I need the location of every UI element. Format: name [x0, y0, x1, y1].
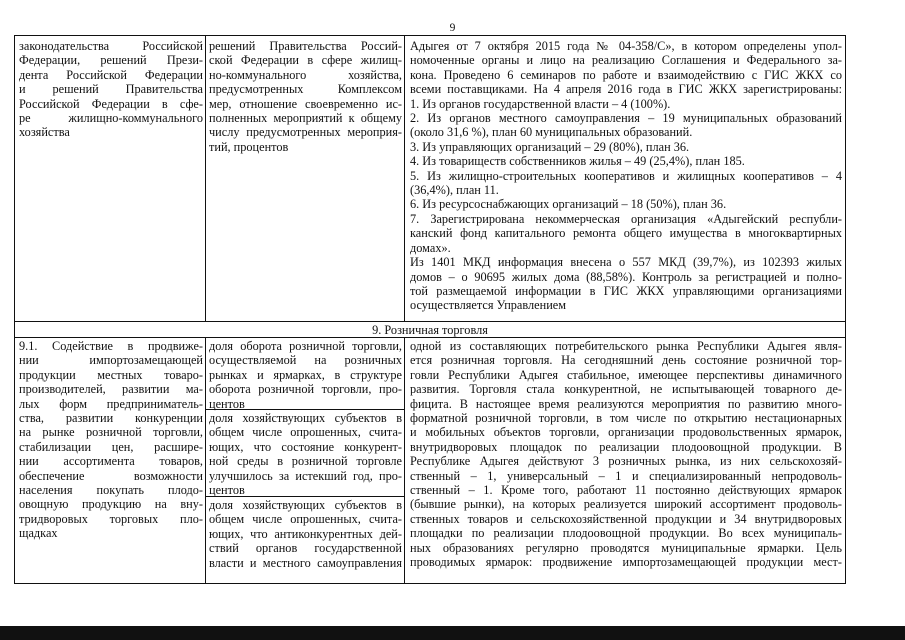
- text-line: осуществляемой на розничных: [209, 353, 402, 368]
- text-line: 6. Из ресурсоснабжающих организаций – 18 (50%), план 36.: [410, 197, 727, 212]
- text-line: 7. Зарегистрирована некоммерческая организация «Адыгейский республи-: [410, 211, 842, 226]
- text-line: центов: [209, 396, 245, 411]
- text-line: решений Правительства Россий-: [209, 39, 402, 53]
- text-line: тий, процентов: [209, 139, 289, 154]
- text-line: развития. Торговля стала конкурентной, не испытывающей товарного де-: [410, 382, 842, 397]
- text-line: говли Республики Адыгея стабильное, имеющее перспективы динамичного: [410, 367, 842, 382]
- bottom-row-col3: [410, 339, 842, 570]
- text-line: доля оборота розничной торговли,: [209, 339, 402, 353]
- text-line: общем числе опрошенных, счита-: [209, 425, 402, 440]
- row-divider-top: [15, 321, 845, 322]
- indicator-block-1: [209, 339, 402, 411]
- top-row-col3: [410, 39, 842, 313]
- text-line: населения покупать плодо-: [19, 483, 203, 498]
- text-line: 4. Из товариществ собственников жилья – 49 (25,4%), план 185.: [410, 154, 745, 169]
- text-line: 5. Из жилищно-строительных кооперативов и жилищных кооперативов – 4: [410, 168, 842, 183]
- text-line: (бывшие рынки), на которых реализуется широкий ассортимент продоволь-: [410, 497, 842, 512]
- text-line: ной среды в розничной торговле: [209, 454, 402, 469]
- text-line: ства, развитии конкуренции: [19, 411, 203, 426]
- text-line: площадки по реализации плодоовощной продукции. Во всех муниципаль-: [410, 526, 842, 541]
- section-title: 9. Розничная торговля: [372, 323, 488, 337]
- text-line: номоченные органы и лицо на реализацию Соглашения и Федерального за-: [410, 53, 842, 68]
- text-line: предусмотренных Комплексом: [209, 82, 402, 97]
- text-line: ющих, что антиконкурентных дей-: [209, 526, 402, 541]
- page-number: 9: [449, 22, 456, 34]
- text-line: стабилизации цен, расшире-: [19, 439, 203, 454]
- text-line: на рынке розничной торговли,: [19, 425, 203, 440]
- text-line: канский фонд капитального ремонта общего имущества в многоквартирных: [410, 226, 842, 241]
- text-line: законодательства Российской: [19, 39, 203, 53]
- text-line: ской Федерации в сфере жилищ-: [209, 53, 402, 68]
- text-line: ственных товаров и сельскохозяйственной продукции и 34 внутридворовых: [410, 511, 842, 526]
- text-line: овощную продукцию на вну-: [19, 497, 203, 512]
- text-line: доля хозяйствующих субъектов в: [209, 411, 402, 425]
- text-line: власти и местного самоуправления: [209, 555, 402, 570]
- text-line: одной из составляющих потребительского рынка Республики Адыгея явля-: [410, 339, 842, 353]
- text-line: рынках и ярмарках, в структуре: [209, 367, 402, 382]
- text-line: нии импортозамещающей: [19, 353, 203, 368]
- text-line: Из 1401 МКД информация внесена о 557 МКД (39,7%), из 102393 жилых: [410, 255, 842, 270]
- text-line: полненных мероприятий к общему: [209, 111, 402, 126]
- text-line: ре жилищно-коммунального: [19, 111, 203, 126]
- text-line: и решений Правительства: [19, 82, 203, 97]
- column-divider-2b: [404, 337, 405, 584]
- indicator-block-3: [209, 498, 402, 570]
- text-line: лых форм предприниматель-: [19, 396, 203, 411]
- text-line: ственный – 1. Кроме того, работают 11 постоянно действующих ярмарок: [410, 483, 842, 498]
- text-line: хозяйства: [19, 125, 70, 140]
- text-line: ющих, что состояние конкурент-: [209, 439, 402, 454]
- text-line: ствий органов государственной: [209, 541, 402, 556]
- text-line: всеми поставщиками. На 4 апреля 2016 года в ГИС ЖКХ зарегистрированы:: [410, 82, 842, 97]
- text-line: кона. Проведено 6 семинаров по работе и взаимодействию с ГИС ЖКХ со: [410, 67, 842, 82]
- text-line: осуществляется Управлением: [410, 298, 567, 313]
- text-line: числу предусмотренных мероприя-: [209, 125, 402, 140]
- text-line: той размещаемой информации в ГИС ЖКХ управляющими организациями: [410, 283, 842, 298]
- text-line: щадках: [19, 526, 58, 541]
- text-line: ных образованиях регулярно проводятся муниципальные ярмарки. Цель: [410, 540, 842, 555]
- text-line: улучшилось за истекший год, про-: [209, 468, 402, 483]
- text-line: 3. Из управляющих организаций – 29 (80%), план 36.: [410, 139, 690, 154]
- text-line: (около 31,6 %), план 60 муниципальных образований.: [410, 125, 693, 140]
- text-line: обеспечение возможности: [19, 468, 203, 483]
- column-divider-2: [404, 36, 405, 321]
- text-line: оборота розничной торговли, про-: [209, 382, 402, 397]
- text-line: (36,4%), план 11.: [410, 183, 499, 198]
- text-line: ется розничная торговля. На сегодняшний день состояние розничной тор-: [410, 353, 842, 368]
- text-line: центов: [209, 483, 245, 498]
- text-line: доля хозяйствующих субъектов в: [209, 498, 402, 512]
- text-line: Федерации, решений Прези-: [19, 53, 203, 68]
- column-divider-1b: [205, 337, 206, 584]
- column-divider-1: [205, 36, 206, 321]
- text-line: тридворовых торговых пло-: [19, 511, 203, 526]
- text-line: но-коммунального хозяйства,: [209, 67, 402, 82]
- text-line: продукции местных товаро-: [19, 367, 203, 382]
- text-line: общем числе опрошенных, счита-: [209, 512, 402, 527]
- text-line: нии ассортимента товаров,: [19, 454, 203, 469]
- text-line: мер, отношение своевременно ис-: [209, 96, 402, 111]
- bottom-row-col1: [19, 339, 203, 541]
- text-line: и мобильных объектов торговли, организации продовольственных ярмарок,: [410, 425, 842, 440]
- text-line: внутридворовых площадок по реализации плодоовощной продукции. В: [410, 439, 842, 454]
- text-line: Адыгея от 7 октября 2015 года № 04-358/С», в котором определены упол-: [410, 39, 842, 53]
- scan-bottom-edge: [0, 626, 905, 640]
- top-row-col2: [209, 39, 402, 154]
- text-line: форматной розничной торговли, в том числе по открытию нестационарных: [410, 411, 842, 426]
- document-table: [14, 35, 846, 584]
- text-line: фицита. В настоящее время реализуются мероприятия по развитию много-: [410, 396, 842, 411]
- text-line: производителей, развитии ма-: [19, 382, 203, 397]
- text-line: ственный – 1, универсальный – 1 и специализированный непродоволь-: [410, 468, 842, 483]
- text-line: домов – о 90695 жилых дома (88,58%). Контроль за регистрацией и полно-: [410, 269, 842, 284]
- text-line: дента Российской Федерации: [19, 67, 203, 82]
- text-line: Республике Адыгея действуют 3 розничных рынка, из них сельскохозяй-: [410, 454, 842, 469]
- indicator-block-2: [209, 411, 402, 497]
- text-line: Российской Федерации в сфе-: [19, 96, 203, 111]
- text-line: проводимых ярмарок: продвижение импортозамещающей продукции мест-: [410, 555, 842, 570]
- row-divider-section: [15, 337, 845, 338]
- text-line: 9.1. Содействие в продвиже-: [19, 339, 203, 353]
- text-line: 2. Из органов местного самоуправления – 19 муниципальных образований: [410, 111, 842, 126]
- text-line: домах».: [410, 240, 451, 255]
- top-row-col1: [19, 39, 203, 140]
- text-line: 1. Из органов государственной власти – 4 (100%).: [410, 96, 671, 111]
